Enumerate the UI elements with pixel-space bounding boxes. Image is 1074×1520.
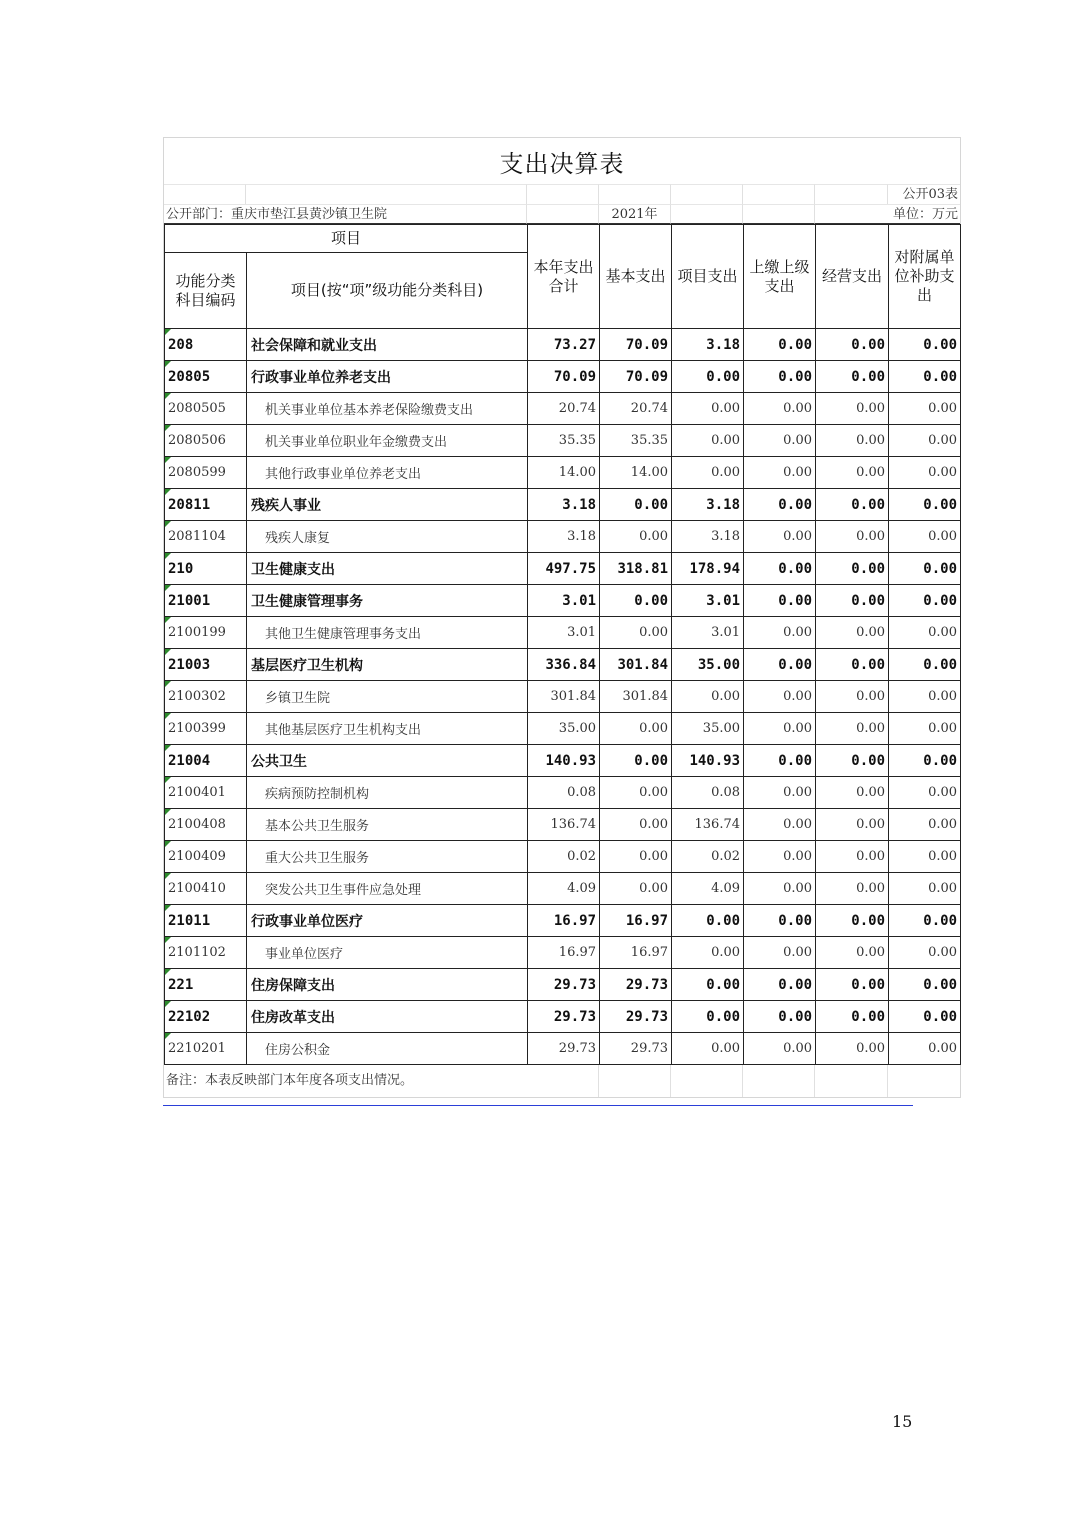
table-row <box>165 361 961 393</box>
row-basic-value: 0.00 <box>600 489 672 521</box>
row-code: 2081104 <box>165 521 247 553</box>
row-name: 住房公积金 <box>247 1033 528 1065</box>
table-row <box>165 521 961 553</box>
row-upper-value: 0.00 <box>744 713 816 745</box>
table-row <box>165 937 961 969</box>
divider-line <box>163 1105 913 1106</box>
table-row <box>165 329 961 361</box>
table-row <box>165 745 961 777</box>
row-business-value: 0.00 <box>816 713 889 745</box>
row-basic-value: 0.00 <box>600 873 672 905</box>
table-row <box>165 457 961 489</box>
table-row <box>165 617 961 649</box>
row-code: 21001 <box>165 585 247 617</box>
row-total-value: 4.09 <box>528 873 600 905</box>
row-business-value: 0.00 <box>816 809 889 841</box>
row-total-value: 301.84 <box>528 681 600 713</box>
row-subsidy-value: 0.00 <box>889 457 961 489</box>
row-subsidy-value: 0.00 <box>889 937 961 969</box>
row-subsidy-value: 0.00 <box>889 841 961 873</box>
row-subsidy-value: 0.00 <box>889 521 961 553</box>
row-code: 2080506 <box>165 425 247 457</box>
row-subsidy-value: 0.00 <box>889 1001 961 1033</box>
row-business-value: 0.00 <box>816 873 889 905</box>
row-name: 住房改革支出 <box>247 1001 528 1033</box>
row-code: 2080599 <box>165 457 247 489</box>
row-project-value: 140.93 <box>672 745 744 777</box>
row-basic-value: 0.00 <box>600 777 672 809</box>
table-title: 支出决算表 <box>499 149 625 178</box>
row-name: 卫生健康管理事务 <box>247 585 528 617</box>
row-basic-value: 0.00 <box>600 521 672 553</box>
header-subsidy: 对附属单位补助支出 <box>889 225 961 329</box>
row-upper-value: 0.00 <box>744 521 816 553</box>
form-number: 公开03表 <box>888 184 960 204</box>
row-project-value: 0.00 <box>672 969 744 1001</box>
row-subsidy-value: 0.00 <box>889 905 961 937</box>
row-total-value: 16.97 <box>528 905 600 937</box>
row-subsidy-value: 0.00 <box>889 649 961 681</box>
row-basic-value: 16.97 <box>600 937 672 969</box>
row-total-value: 140.93 <box>528 745 600 777</box>
row-code: 2100199 <box>165 617 247 649</box>
row-business-value: 0.00 <box>816 585 889 617</box>
row-business-value: 0.00 <box>816 905 889 937</box>
row-name: 事业单位医疗 <box>247 937 528 969</box>
row-project-value: 178.94 <box>672 553 744 585</box>
row-project-value: 0.08 <box>672 777 744 809</box>
page-number: 15 <box>892 1412 913 1431</box>
row-code: 2100408 <box>165 809 247 841</box>
row-name: 社会保障和就业支出 <box>247 329 528 361</box>
row-business-value: 0.00 <box>816 937 889 969</box>
row-project-value: 0.00 <box>672 425 744 457</box>
row-name: 机关事业单位职业年金缴费支出 <box>247 425 528 457</box>
header-business: 经营支出 <box>816 225 889 329</box>
table-row <box>165 425 961 457</box>
form-number-row <box>164 184 960 204</box>
row-business-value: 0.00 <box>816 1001 889 1033</box>
year-label: 2021年 <box>599 204 671 224</box>
row-upper-value: 0.00 <box>744 809 816 841</box>
row-project-value: 0.00 <box>672 1001 744 1033</box>
header-project-expense: 项目支出 <box>672 225 744 329</box>
note-text: 备注：本表反映部门本年度各项支出情况。 <box>164 1065 599 1097</box>
row-project-value: 0.00 <box>672 937 744 969</box>
row-upper-value: 0.00 <box>744 425 816 457</box>
row-business-value: 0.00 <box>816 617 889 649</box>
table-row <box>165 585 961 617</box>
row-code: 2101102 <box>165 937 247 969</box>
row-basic-value: 0.00 <box>600 809 672 841</box>
unit-label: 单位：万元 <box>815 204 960 224</box>
row-basic-value: 318.81 <box>600 553 672 585</box>
row-total-value: 70.09 <box>528 361 600 393</box>
row-basic-value: 20.74 <box>600 393 672 425</box>
table-row <box>165 777 961 809</box>
row-total-value: 29.73 <box>528 969 600 1001</box>
row-subsidy-value: 0.00 <box>889 361 961 393</box>
row-project-value: 3.18 <box>672 329 744 361</box>
row-upper-value: 0.00 <box>744 841 816 873</box>
row-name: 行政事业单位医疗 <box>247 905 528 937</box>
row-upper-value: 0.00 <box>744 361 816 393</box>
row-total-value: 0.08 <box>528 777 600 809</box>
table-row <box>165 649 961 681</box>
row-business-value: 0.00 <box>816 745 889 777</box>
row-upper-value: 0.00 <box>744 873 816 905</box>
header-code: 功能分类科目编码 <box>165 253 247 329</box>
row-business-value: 0.00 <box>816 1033 889 1065</box>
row-upper-value: 0.00 <box>744 585 816 617</box>
row-code: 2100401 <box>165 777 247 809</box>
header-total: 本年支出合计 <box>528 225 600 329</box>
row-code: 2100410 <box>165 873 247 905</box>
row-code: 2100302 <box>165 681 247 713</box>
expenditure-sheet <box>163 137 961 1098</box>
row-project-value: 0.00 <box>672 1033 744 1065</box>
row-upper-value: 0.00 <box>744 457 816 489</box>
row-subsidy-value: 0.00 <box>889 553 961 585</box>
table-row <box>165 489 961 521</box>
row-project-value: 35.00 <box>672 713 744 745</box>
row-name: 其他行政事业单位养老支出 <box>247 457 528 489</box>
row-total-value: 29.73 <box>528 1001 600 1033</box>
table-row <box>165 969 961 1001</box>
row-code: 221 <box>165 969 247 1001</box>
row-total-value: 3.18 <box>528 489 600 521</box>
row-project-value: 0.00 <box>672 905 744 937</box>
row-project-value: 136.74 <box>672 809 744 841</box>
row-upper-value: 0.00 <box>744 1033 816 1065</box>
row-business-value: 0.00 <box>816 969 889 1001</box>
row-basic-value: 70.09 <box>600 329 672 361</box>
row-project-value: 35.00 <box>672 649 744 681</box>
row-basic-value: 14.00 <box>600 457 672 489</box>
row-code: 21011 <box>165 905 247 937</box>
row-basic-value: 0.00 <box>600 713 672 745</box>
note-row <box>164 1065 960 1098</box>
row-business-value: 0.00 <box>816 329 889 361</box>
row-subsidy-value: 0.00 <box>889 393 961 425</box>
row-business-value: 0.00 <box>816 361 889 393</box>
row-project-value: 0.00 <box>672 681 744 713</box>
row-business-value: 0.00 <box>816 649 889 681</box>
row-basic-value: 0.00 <box>600 585 672 617</box>
table-row <box>165 553 961 585</box>
row-upper-value: 0.00 <box>744 1001 816 1033</box>
row-name: 其他基层医疗卫生机构支出 <box>247 713 528 745</box>
row-name: 行政事业单位养老支出 <box>247 361 528 393</box>
row-name: 卫生健康支出 <box>247 553 528 585</box>
row-name: 突发公共卫生事件应急处理 <box>247 873 528 905</box>
row-code: 2080505 <box>165 393 247 425</box>
row-project-value: 3.18 <box>672 521 744 553</box>
row-basic-value: 0.00 <box>600 617 672 649</box>
header-basic: 基本支出 <box>600 225 672 329</box>
table-row <box>165 1001 961 1033</box>
row-total-value: 29.73 <box>528 1033 600 1065</box>
row-code: 20805 <box>165 361 247 393</box>
row-subsidy-value: 0.00 <box>889 1033 961 1065</box>
row-subsidy-value: 0.00 <box>889 585 961 617</box>
row-name: 基层医疗卫生机构 <box>247 649 528 681</box>
table-row <box>165 681 961 713</box>
row-name: 乡镇卫生院 <box>247 681 528 713</box>
table-row <box>165 713 961 745</box>
row-total-value: 73.27 <box>528 329 600 361</box>
row-basic-value: 70.09 <box>600 361 672 393</box>
table-row <box>165 393 961 425</box>
row-total-value: 0.02 <box>528 841 600 873</box>
row-name: 残疾人康复 <box>247 521 528 553</box>
table-row <box>165 1033 961 1065</box>
row-upper-value: 0.00 <box>744 905 816 937</box>
row-total-value: 497.75 <box>528 553 600 585</box>
row-total-value: 3.01 <box>528 617 600 649</box>
row-upper-value: 0.00 <box>744 489 816 521</box>
row-business-value: 0.00 <box>816 553 889 585</box>
row-business-value: 0.00 <box>816 457 889 489</box>
row-code: 2100399 <box>165 713 247 745</box>
row-code: 2210201 <box>165 1033 247 1065</box>
row-name: 机关事业单位基本养老保险缴费支出 <box>247 393 528 425</box>
row-project-value: 0.00 <box>672 457 744 489</box>
row-business-value: 0.00 <box>816 425 889 457</box>
table-row <box>165 841 961 873</box>
row-project-value: 0.00 <box>672 361 744 393</box>
row-upper-value: 0.00 <box>744 329 816 361</box>
meta-row <box>164 204 960 224</box>
row-subsidy-value: 0.00 <box>889 681 961 713</box>
row-subsidy-value: 0.00 <box>889 489 961 521</box>
row-subsidy-value: 0.00 <box>889 873 961 905</box>
row-name: 基本公共卫生服务 <box>247 809 528 841</box>
department-label: 公开部门：重庆市垫江县黄沙镇卫生院 <box>164 204 527 224</box>
row-total-value: 35.35 <box>528 425 600 457</box>
row-code: 21004 <box>165 745 247 777</box>
row-basic-value: 29.73 <box>600 1033 672 1065</box>
row-basic-value: 301.84 <box>600 649 672 681</box>
row-project-value: 0.02 <box>672 841 744 873</box>
row-basic-value: 29.73 <box>600 1001 672 1033</box>
row-business-value: 0.00 <box>816 777 889 809</box>
row-code: 20811 <box>165 489 247 521</box>
row-upper-value: 0.00 <box>744 617 816 649</box>
row-name: 公共卫生 <box>247 745 528 777</box>
row-name: 残疾人事业 <box>247 489 528 521</box>
row-project-value: 4.09 <box>672 873 744 905</box>
row-project-value: 3.18 <box>672 489 744 521</box>
row-subsidy-value: 0.00 <box>889 809 961 841</box>
row-total-value: 16.97 <box>528 937 600 969</box>
row-business-value: 0.00 <box>816 489 889 521</box>
row-total-value: 136.74 <box>528 809 600 841</box>
row-project-value: 3.01 <box>672 585 744 617</box>
row-upper-value: 0.00 <box>744 553 816 585</box>
row-total-value: 20.74 <box>528 393 600 425</box>
row-subsidy-value: 0.00 <box>889 777 961 809</box>
row-code: 210 <box>165 553 247 585</box>
header-upper: 上缴上级支出 <box>744 225 816 329</box>
row-subsidy-value: 0.00 <box>889 745 961 777</box>
row-code: 21003 <box>165 649 247 681</box>
row-upper-value: 0.00 <box>744 777 816 809</box>
row-basic-value: 0.00 <box>600 745 672 777</box>
header-project: 项目 <box>165 225 528 253</box>
row-upper-value: 0.00 <box>744 969 816 1001</box>
row-name: 住房保障支出 <box>247 969 528 1001</box>
row-name: 疾病预防控制机构 <box>247 777 528 809</box>
row-business-value: 0.00 <box>816 521 889 553</box>
header-name: 项目(按“项”级功能分类科目) <box>247 253 528 329</box>
row-upper-value: 0.00 <box>744 745 816 777</box>
row-basic-value: 301.84 <box>600 681 672 713</box>
row-total-value: 35.00 <box>528 713 600 745</box>
row-name: 其他卫生健康管理事务支出 <box>247 617 528 649</box>
row-business-value: 0.00 <box>816 681 889 713</box>
row-total-value: 14.00 <box>528 457 600 489</box>
row-code: 2100409 <box>165 841 247 873</box>
row-project-value: 0.00 <box>672 393 744 425</box>
row-subsidy-value: 0.00 <box>889 969 961 1001</box>
row-upper-value: 0.00 <box>744 937 816 969</box>
table-row <box>165 905 961 937</box>
row-total-value: 336.84 <box>528 649 600 681</box>
expenditure-table <box>164 224 961 1065</box>
row-upper-value: 0.00 <box>744 649 816 681</box>
row-business-value: 0.00 <box>816 841 889 873</box>
row-name: 重大公共卫生服务 <box>247 841 528 873</box>
row-upper-value: 0.00 <box>744 681 816 713</box>
row-upper-value: 0.00 <box>744 393 816 425</box>
row-total-value: 3.01 <box>528 585 600 617</box>
row-basic-value: 16.97 <box>600 905 672 937</box>
table-row <box>165 809 961 841</box>
row-code: 22102 <box>165 1001 247 1033</box>
row-basic-value: 0.00 <box>600 841 672 873</box>
row-basic-value: 35.35 <box>600 425 672 457</box>
row-business-value: 0.00 <box>816 393 889 425</box>
table-row <box>165 873 961 905</box>
row-total-value: 3.18 <box>528 521 600 553</box>
row-code: 208 <box>165 329 247 361</box>
row-subsidy-value: 0.00 <box>889 713 961 745</box>
row-subsidy-value: 0.00 <box>889 329 961 361</box>
row-subsidy-value: 0.00 <box>889 425 961 457</box>
row-basic-value: 29.73 <box>600 969 672 1001</box>
row-subsidy-value: 0.00 <box>889 617 961 649</box>
row-project-value: 3.01 <box>672 617 744 649</box>
